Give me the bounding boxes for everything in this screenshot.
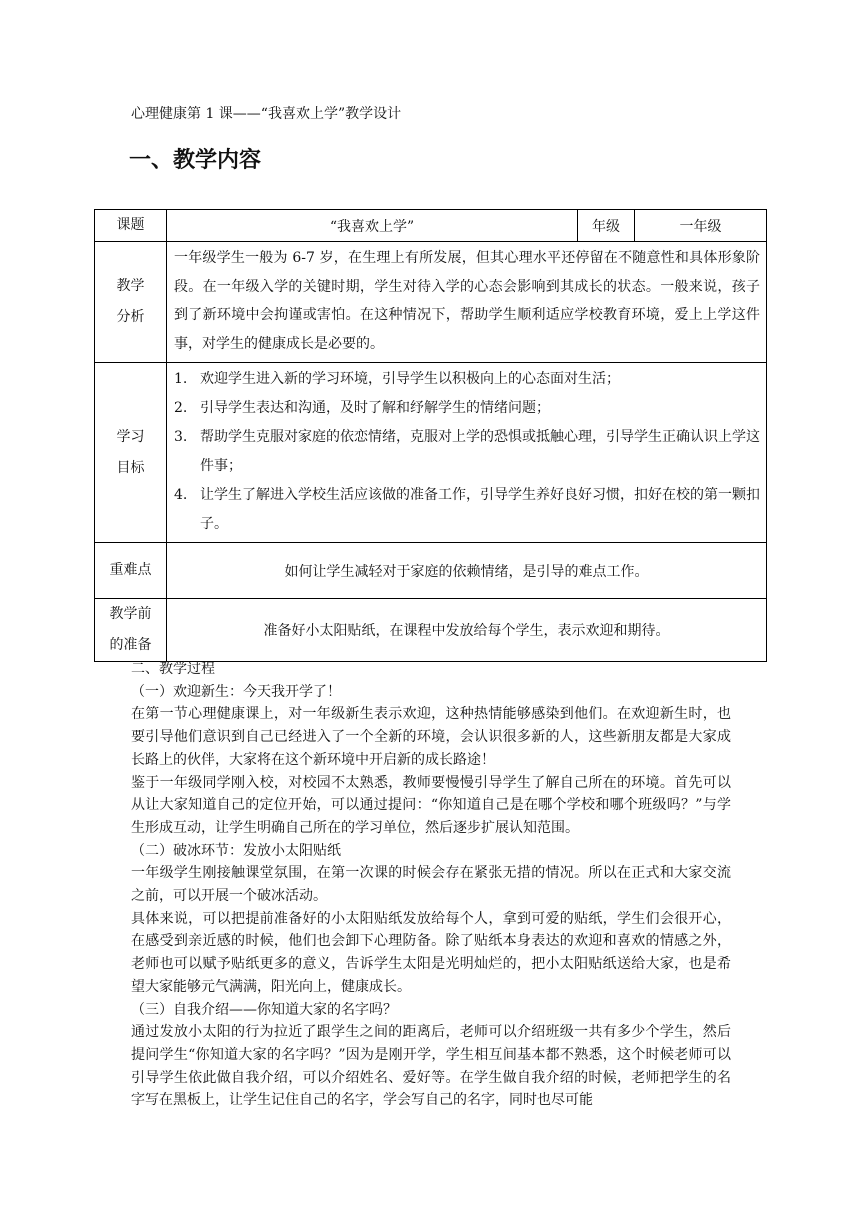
topic-value: “我喜欢上学” xyxy=(167,210,578,242)
step1-paragraph-2: 鉴于一年级同学刚入校，对校园不太熟悉，教师要慢慢引导学生了解自己所在的环境。首先可以从让大家知道自己的定位开始，可以通过提问：“你知道自己是在哪个学校和哪个班级吗？”与学生形成互动，让学生明确自己所在的学习单位，然后逐步扩展认知范围。 xyxy=(131,774,731,836)
goal-text: 帮助学生克服对家庭的依恋情绪，克服对上学的恐惧或抵触心理，引导学生正确认识上学这件事； xyxy=(200,429,760,474)
goal-number: 1. xyxy=(174,371,188,387)
analysis-text: 一年级学生一般为 6-7 岁，在生理上有所发展，但其心理水平还停留在不随意性和具体形象阶段。在一年级入学的关键时期，学生对待入学的心态会影响到其成长的状态。一般来说，孩子到了新环境中会拘谨或害怕。在这种情况下，帮助学生顺利适应学校教育环境，爱上上学这件事，对学生的健康成长是必要的。 xyxy=(167,242,767,363)
row-preparation xyxy=(95,599,767,662)
step1-title: （一）欢迎新生：今天我开学了！ xyxy=(131,683,341,700)
row-topic xyxy=(95,210,767,242)
goal-item xyxy=(174,394,760,423)
goal-number: 3. xyxy=(174,429,188,445)
goal-item xyxy=(174,481,760,539)
prep-label xyxy=(95,599,167,662)
key-label: 重难点 xyxy=(95,543,167,599)
goals-cell xyxy=(167,363,767,543)
goal-number: 4. xyxy=(174,487,188,503)
lesson-info-table xyxy=(94,209,767,662)
goal-text: 让学生了解进入学校生活应该做的准备工作，引导学生养好良好习惯，扣好在校的第一颗扣子。 xyxy=(200,487,760,532)
analysis-label xyxy=(95,242,167,363)
key-text: 如何让学生减轻对于家庭的依赖情绪，是引导的难点工作。 xyxy=(167,543,767,599)
analysis-label-line1: 教学 xyxy=(116,278,145,294)
goals-list xyxy=(167,363,766,542)
section-heading-content: 一、教学内容 xyxy=(129,148,262,173)
prep-label-line2: 的准备 xyxy=(109,637,152,653)
prep-text: 准备好小太阳贴纸，在课程中发放给每个学生，表示欢迎和期待。 xyxy=(167,599,767,662)
row-goals xyxy=(95,363,767,543)
step2-title: （二）破冰环节：发放小太阳贴纸 xyxy=(131,842,341,859)
step1-paragraph-1: 在第一节心理健康课上，对一年级新生表示欢迎，这种热情能够感染到他们。在欢迎新生时，也要引导他们意识到自己已经进入了一个全新的环境，会认识很多新的人，这些新朋友都是大家成长路上的伙伴，大家将在这个新环境中开启新的成长路途！ xyxy=(131,706,731,768)
topic-label: 课题 xyxy=(95,210,167,242)
document-title: 心理健康第 1 课——“我喜欢上学”教学设计 xyxy=(131,106,402,122)
analysis-label-line2: 分析 xyxy=(116,309,145,325)
process-heading: 二、教学过程 xyxy=(131,661,215,677)
step2-paragraph-1: 一年级学生刚接触课堂氛围，在第一次课的时候会存在紧张无措的情况。所以在正式和大家交流之前，可以开展一个破冰活动。 xyxy=(131,865,731,905)
goal-text: 欢迎学生进入新的学习环境，引导学生以积极向上的心态面对生活； xyxy=(200,371,620,387)
goal-item xyxy=(174,423,760,481)
step2-paragraph-2: 具体来说，可以把提前准备好的小太阳贴纸发放给每个人，拿到可爱的贴纸，学生们会很开心，在感受到亲近感的时候，他们也会卸下心理防备。除了贴纸本身表达的欢迎和喜欢的情感之外，老师也可以赋予贴纸更多的意义，告诉学生太阳是光明灿烂的，把小太阳贴纸送给大家，也是希望大家能够元气满满，阳光向上，健康成长。 xyxy=(131,910,731,995)
step3-title: （三）自我介绍——你知道大家的名字吗？ xyxy=(131,1001,397,1018)
grade-label: 年级 xyxy=(578,210,635,242)
goal-number: 2. xyxy=(174,400,188,416)
row-analysis xyxy=(95,242,767,363)
goal-item xyxy=(174,365,760,394)
goal-text: 引导学生表达和沟通，及时了解和纾解学生的情绪问题； xyxy=(200,400,550,416)
teaching-process xyxy=(131,658,731,1112)
row-key-points xyxy=(95,543,767,599)
goals-label-line1: 学习 xyxy=(116,428,145,445)
grade-value: 一年级 xyxy=(635,210,767,242)
goals-label xyxy=(95,363,167,543)
goals-label-line2: 目标 xyxy=(116,459,145,476)
step3-paragraph-1: 通过发放小太阳的行为拉近了跟学生之间的距离后，老师可以介绍班级一共有多少个学生，然后提问学生“你知道大家的名字吗？”因为是刚开学，学生相互间基本都不熟悉，这个时候老师可以引导学生依此做自我介绍，可以介绍姓名、爱好等。在学生做自我介绍的时候，老师把学生的名字写在黑板上，让学生记住自己的名字，学会写自己的名字，同时也尽可能 xyxy=(131,1024,731,1109)
prep-label-line1: 教学前 xyxy=(109,606,152,622)
